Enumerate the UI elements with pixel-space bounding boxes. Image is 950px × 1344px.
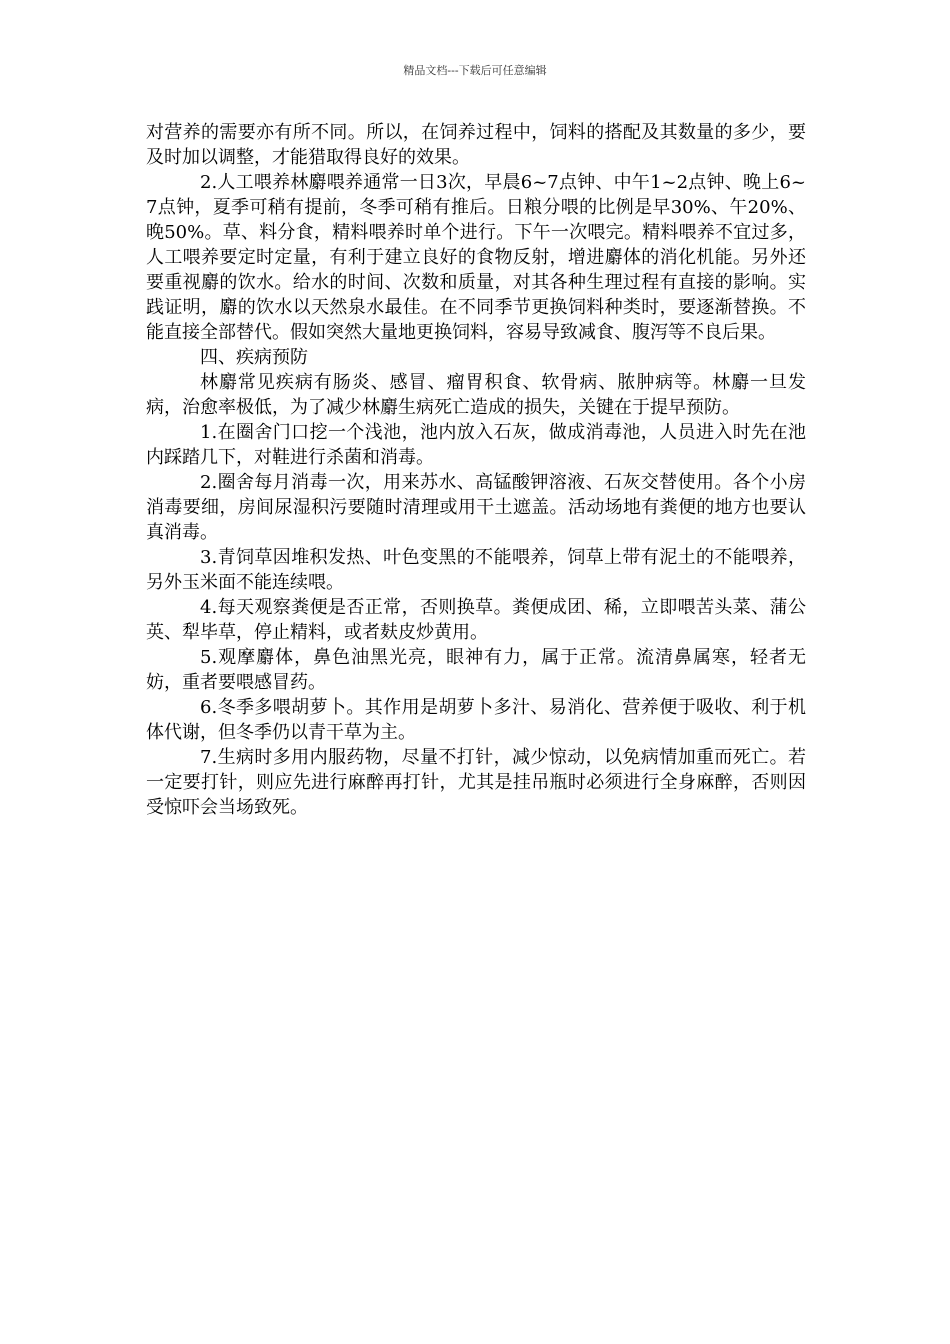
list-item-7: 7.生病时多用内服药物，尽量不打针，减少惊动，以免病情加重而死亡。若一定要打针，则应先进行麻醉再打针，尤其是挂吊瓶时必须进行全身麻醉，否则因受惊吓会当场致死。 bbox=[146, 747, 806, 818]
page-header: 精品文档---下载后可任意编辑 bbox=[403, 64, 547, 77]
list-item-1: 1.在圈舍门口挖一个浅池，池内放入石灰，做成消毒池，人员进入时先在池内踩踏几下，对鞋进行杀菌和消毒。 bbox=[146, 422, 806, 468]
list-item-2: 2.圈舍每月消毒一次，用来苏水、高锰酸钾溶液、石灰交替使用。各个小房消毒要细，房间尿湿积污要随时清理或用干土遮盖。活动场地有粪便的地方也要认真消毒。 bbox=[146, 472, 806, 543]
list-item-3: 3.青饲草因堆积发热、叶色变黑的不能喂养，饲草上带有泥土的不能喂养，另外玉米面不能连续喂。 bbox=[146, 547, 806, 593]
paragraph-continuation: 对营养的需要亦有所不同。所以，在饲养过程中，饲料的搭配及其数量的多少，要及时加以调整，才能猎取得良好的效果。 bbox=[146, 122, 806, 168]
list-item-6: 6.冬季多喂胡萝卜。其作用是胡萝卜多汁、易消化、营养便于吸收、利于机体代谢，但冬季仍以青干草为主。 bbox=[146, 697, 806, 743]
list-item-4: 4.每天观察粪便是否正常，否则换草。粪便成团、稀，立即喂苦头菜、蒲公英、犁毕草，停止精料，或者麸皮炒黄用。 bbox=[146, 597, 806, 643]
section-heading-disease-prevention: 四、疾病预防 bbox=[200, 347, 308, 368]
paragraph-disease-intro: 林麝常见疾病有肠炎、感冒、瘤胃积食、软骨病、脓肿病等。林麝一旦发病，治愈率极低，为了减少林麝生病死亡造成的损失，关键在于提早预防。 bbox=[146, 372, 806, 418]
document-body bbox=[146, 120, 806, 820]
list-item-5: 5.观摩麝体，鼻色油黑光亮，眼神有力，属于正常。流清鼻属寒，轻者无妨，重者要喂感冒药。 bbox=[146, 647, 806, 693]
paragraph-feeding-schedule: 2.人工喂养林麝喂养通常一日3次，早晨6~7点钟、中午1~2点钟、晚上6~7点钟，夏季可稍有提前，冬季可稍有推后。日粮分喂的比例是早30%、午20%、晚50%。草、料分食，精料喂养时单个进行。下午一次喂完。精料喂养不宜过多，人工喂养要定时定量，有利于建立良好的食物反射，增进麝体的消化机能。另外还要重视麝的饮水。给水的时间、次数和质量，对其各种生理过程有直接的影响。实践证明，麝的饮水以天然泉水最佳。在不同季节更换饲料种类时，要逐渐替换。不能直接全部替代。假如突然大量地更换饲料，容易导致减食、腹泻等不良后果。 bbox=[146, 172, 806, 343]
